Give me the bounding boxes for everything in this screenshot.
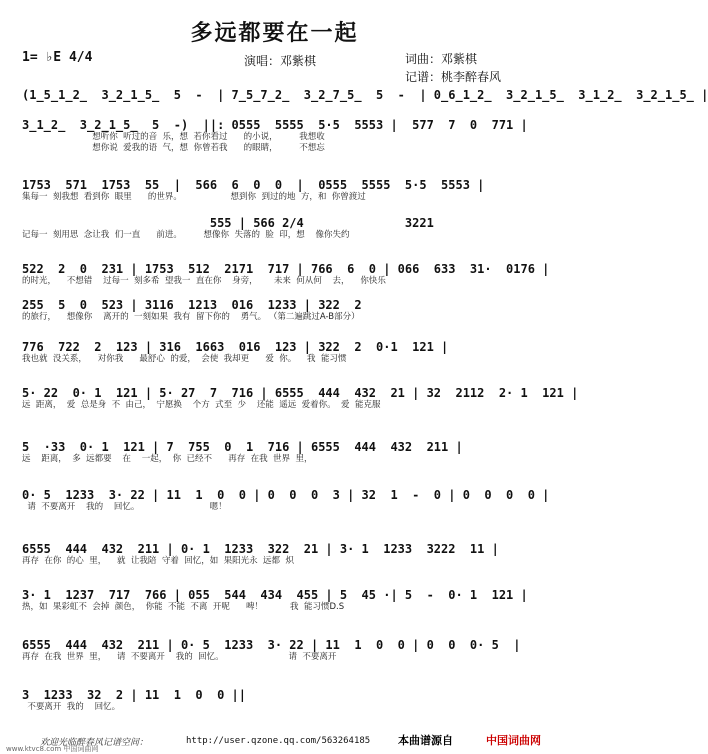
song-title: 多远都要在一起 xyxy=(190,20,359,46)
lyric-line: 请 不要离开 我的 回忆。 嗯！ xyxy=(22,502,227,512)
lyric-line: 记每一 刻用思 念让我 们一直 前进。 想像你 失落的 脸 印，想 像你失约 xyxy=(22,230,350,240)
lyric-line: 的时光， 不想错 过每一 刻多希 望我一 直在你 身旁， 未来 何从何 去， 你快乐 xyxy=(22,276,386,286)
transcriber-credit: 记谱：桃李醉春风 xyxy=(405,70,502,84)
staff-row-3 xyxy=(22,178,525,203)
staff-row-2 xyxy=(22,118,528,154)
staff-row-5 xyxy=(22,262,550,287)
notation-line: 3̲1̲2̲ 3̲2̲1̲5̲ 5 -) ||: 0555 5555 5·5 5553 | 577 7 0 771 | xyxy=(22,118,528,132)
lyric-line: 热，如 果彩虹不 会掉 颜色， 你能 不能 不离 开呢 啤！ 我 能习惯D.S xyxy=(22,602,345,612)
notation-line: 5 ·33 0· 1 121 | 7 755 0 1 716 | 6555 444 432 211 | xyxy=(22,440,463,454)
lyric-line: 我也就 没关系， 对你我 最舒心 的爱， 会使 我却更 爱 你。 我 能习惯 xyxy=(22,354,347,364)
notation-line: 0· 5 1233 3· 22 | 11 1 0 0 | 0 0 0 3 | 32 1 - 0 | 0 0 0 0 | xyxy=(22,488,550,502)
lyric-line: 远 距离， 多 远都要 在 一起， 你 已经不 再存 在我 世界 里， xyxy=(22,454,313,464)
lyric-line: 集每一 刻我想 看到你 眼里 的世界。 想到你 到过的地 方，和 你曾渡过 xyxy=(22,192,366,202)
lyric-line: 不要离开 我的 回忆。 xyxy=(22,702,121,712)
notation-line: 3 1233 32 2 | 11 1 0 0 || xyxy=(22,688,246,702)
notation-line: 255 5 0 523 | 3116 1213 016 1233 | 322 2 xyxy=(22,298,362,312)
staff-row-10 xyxy=(22,488,550,513)
staff-row-13 xyxy=(22,638,525,663)
singer-credit: 演唱：邓紫棋 xyxy=(244,54,317,68)
notation-line: 5· 22 0· 1 121 | 5· 27 7 716 | 6555 444 432 21 | 32 2112 2· 1 121 | xyxy=(22,386,579,400)
lyric-line: 再存 在我 世界 里， 请 不要离开 我的 回忆。 请 不要离开 xyxy=(22,652,337,662)
staff-row-12 xyxy=(22,588,528,613)
staff-row-8 xyxy=(22,386,579,411)
notation-line: 776 722 2 123 | 316 1663 016 123 | 322 2 0·1 121 | xyxy=(22,340,449,354)
staff-row-7 xyxy=(22,340,525,365)
notation-line: 555 | 566 2/4 3221 xyxy=(22,216,434,230)
lyric-line: 的旅行， 想像你 离开的 一刻如果 我有 留下你的 勇气。 （第二遍跳过A-B部分） xyxy=(22,312,360,322)
staff-row-14 xyxy=(22,688,525,713)
staff-row-6 xyxy=(22,298,525,323)
staff-row-1 xyxy=(22,88,708,102)
key-signature: 1= ♭E 4/4 xyxy=(22,50,93,65)
qzone-link[interactable]: http://user.qzone.qq.com/563264185 xyxy=(186,736,371,746)
lyric-line: 再存 在你 的心 里， 就 让我陪 守着 回忆，如 果阳光永 远都 炽 xyxy=(22,556,294,566)
notation-line: 1753 571 1753 55 | 566 6 0 0 | 0555 5555 5·5 5553 | xyxy=(22,178,485,192)
brand-source-label: 本曲谱源自 xyxy=(398,734,453,747)
staff-row-11 xyxy=(22,542,525,567)
composer-credit: 词曲：邓紫棋 xyxy=(405,52,478,66)
welcome-text: 欢迎光临醉春风记谱空间： xyxy=(40,738,149,748)
notation-line: 3· 1 1237 717 766 | 055 544 434 455 | 5 45 ·| 5 - 0· 1 121 | xyxy=(22,588,528,602)
notation-line: 6555 444 432 211 | 0· 5 1233 3· 22 | 11 1 0 0 | 0 0 0· 5 | xyxy=(22,638,521,652)
lyric-line: 远 距离， 爱 总是身 不 由己， 宁愿换 个方 式至 少 还能 遥远 爱着你。 爱 能克服 xyxy=(22,400,381,410)
notation-line: (1̲5̲1̲2̲ 3̲2̲1̲5̲ 5 - | 7̲5̲7̲2̲ 3̲2̲7̲5̲ 5 - | 0̲6̲1̲2̲ 3̲2̲1̲5̲ 3̲1̲2̲ 3̲2̲1̲5̲ | xyxy=(22,88,708,102)
notation-line: 6555 444 432 211 | 0· 1 1233 322 21 | 3· 1 1233 3222 11 | xyxy=(22,542,499,556)
staff-row-9 xyxy=(22,440,525,465)
brand-site-label: 中国词曲网 xyxy=(486,734,541,747)
staff-row-4 xyxy=(22,216,525,241)
lyric-line: 想听你 听过的音 乐，想 若你看过 的小说， 我想收 想你说 爱我的语 气，想 你曾若我 的眼睛， 不想忘 xyxy=(92,132,325,153)
notation-line: 522 2 0 231 | 1753 512 2171 717 | 766 6 0 | 066 633 31· 0176 | xyxy=(22,262,550,276)
site-watermark: www.ktvc8.com 中国词曲网 xyxy=(6,745,99,753)
